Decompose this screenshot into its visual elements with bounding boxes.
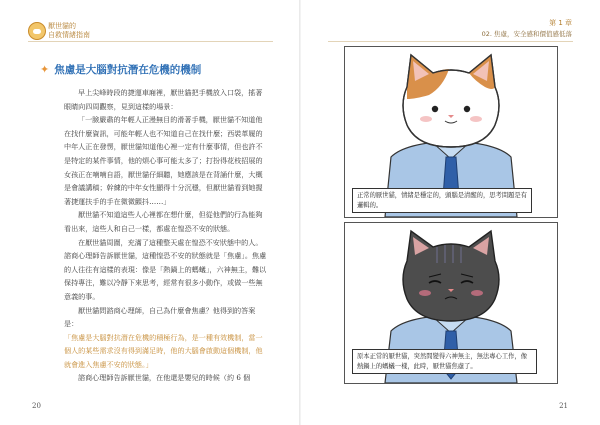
book-title-line1: 厭世貓的 — [48, 22, 76, 30]
book-title-line2: 自救情緒指南 — [48, 31, 90, 39]
paragraph: 厭世貓不知道這些人心裡都在想什麼，但從他們的行為能夠看出來，這些人和自己一樣，都處在惶恐不安的狀態。 — [64, 210, 263, 233]
sparkle-icon: ✦ — [40, 62, 50, 76]
paragraph: 「一臉嚴肅的年輕人正漫無目的滑著手機，厭世貓不知道他在找什麼資訊，可能年輕人也不知道自己在找什麼；西裝革履的中年人正在發愣，厭世貓知道他心裡一定有什麼事情，但也許不是特定的某件事情，他的煩心事可能太多了；打扮得花枝招展的女孩正在喃喃自語，厭世貓仔細聽，她應該是在背誦什麼，大概是會議講稿；幹練的中年女性顯得十分沉穩，但厭世貓看到她握著捷運扶手的手在微微顫抖……」 — [64, 115, 263, 206]
caption-anxious: 原本正常的厭世貓，突然間變得六神無主，無法專心工作，像熱鍋上的螞蟻一樣，此時，厭世貓焦慮了。 — [352, 349, 537, 374]
header-divider — [28, 41, 273, 42]
right-page — [300, 0, 600, 425]
page-number-right: 21 — [559, 402, 568, 410]
paragraph: 早上尖峰時段的捷運車廂裡，厭世貓把手機放入口袋，搖著眼睛向四周觀察，見到這樣的場景： — [64, 88, 263, 111]
paragraph: 厭世貓問諮商心理師，自己為什麼會焦慮？他得到的答案是： — [64, 305, 256, 329]
body-text — [64, 86, 269, 385]
book-logo-icon — [28, 22, 46, 40]
section-label: 02. 焦慮，安全感和價值感低落 — [481, 30, 572, 38]
page-number-left: 20 — [32, 402, 41, 410]
section-heading — [40, 62, 201, 77]
caption-calm: 正常的厭世貓，情緒是穩定的，頭腦是清醒的，思考問題是有邏輯的。 — [352, 188, 532, 213]
book-title — [48, 22, 90, 40]
paragraph: 在厭世貓周圍，充滿了這種整天處在惶恐不安狀態中的人。諮商心理師告訴厭世貓，這種惶恐不安的狀態就是「焦慮」。焦慮的人往往有這樣的表現：像是「熱鍋上的螞蟻」，六神無主，難以保持專注，難以冷靜下來思考，經常有很多小動作，或做一些無意義的事。 — [64, 237, 267, 301]
paragraph: 諮商心理師告訴厭世貓，在他還是嬰兒的時候（約 6 個 — [78, 373, 251, 383]
section-title: 焦慮是大腦對抗潛在危機的機制 — [54, 64, 202, 76]
header-divider — [328, 41, 573, 42]
chapter-label: 第 1 章 — [549, 19, 572, 27]
highlight-quote: 「焦慮是大腦對抗潛在危機的積極行為，是一種有效機制，當一個人的某些需求沒有得到滿足時，他的大腦會啟動這個機制，他就會進入焦慮不安的狀態。」 — [64, 332, 263, 369]
